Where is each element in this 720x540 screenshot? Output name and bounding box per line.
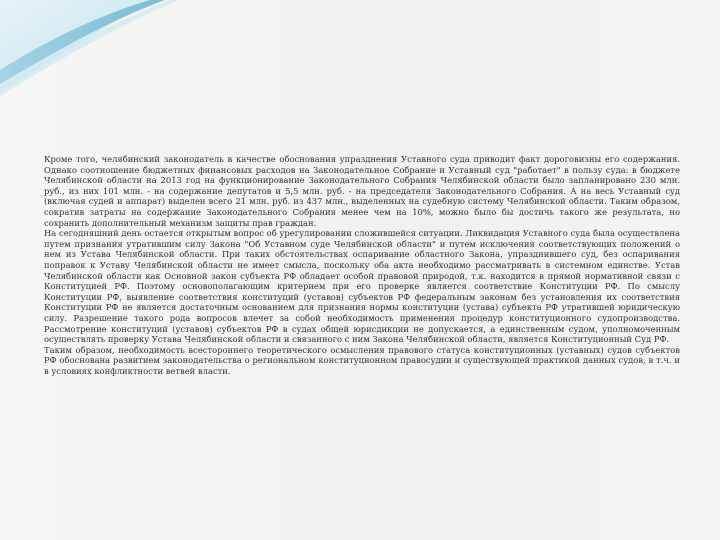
paragraph: Кроме того, челябинский законодатель в качестве обоснования упразднения Уставного суда приводит факт дороговизны его содержания. Однако соотношение бюджетных финансовых расходов на Законодательное Собрание и Уставный суд "работает" в пользу суда: в бюджете Челябинской области на 2013 год на функционирование Законодательного Собрания Челябинской области было запланировано 230 млн. руб., из них 101 млн. - на содержание депутатов и 5,5 млн. руб. - на председателя Законодательного Собрания. А на весь Уставный суд (включая судей и аппарат) выделен всего 21 млн. руб. из 437 млн., выделенных на судебную систему Челябинской области. Таким образом, сократив затраты на содержание Законодательного Собрания менее чем на 10%, можно было бы достичь такого же результата, но сохранить дополнительный механизм защиты прав граждан.	[44, 154, 680, 228]
document-text	[44, 154, 680, 376]
paragraph: На сегодняшний день остается открытым вопрос об урегулировании сложившейся ситуации. Ликвидация Уставного суда была осуществлена путем признания утратившим силу Закона "Об Уставном суде Челябинской области" и путем исключения соответствующих положений о нем из Устава Челябинской области. При таких обстоятельствах оспаривание областного Закона, упразднившего суд, без оспаривания поправок к Уставу Челябинской области не имеет смысла, поскольку оба акта необходимо рассматривать в системном единстве. Устав Челябинской области как Основной закон субъекта РФ обладает особой правовой природой, т.к. находится в прямой нормативной связи с Конституцией РФ. Поэтому основополагающим критерием при его проверке является соответствие Конституции РФ. По смыслу Конституции РФ, выявление соответствия конституций (уставов) субъектов РФ федеральным законам без установления их соответствия Конституции РФ не является достаточным основанием для признания нормы конституции (устава) субъекта РФ утратившей юридическую силу. Разрешение такого рода вопросов влечет за собой необходимость применения процедур конституционного судопроизводства. Рассмотрение конституций (уставов) субъектов РФ в судах общей юрисдикции не допускается, а единственным судом, уполномоченным осуществлять проверку Устава Челябинской области и связанного с ним Закона Челябинской области, является Конституционный Суд РФ.	[44, 228, 680, 345]
paragraph: Таким образом, необходимость всестороннего теоретического осмысления правового статуса конституционных (уставных) судов субъектов РФ обоснована развитием законодательства о региональном конституционном правосудии и существующей практикой данных судов, в т.ч. и в условиях конфликтности ветвей власти.	[44, 344, 680, 376]
corner-wave-decoration	[0, 0, 200, 140]
